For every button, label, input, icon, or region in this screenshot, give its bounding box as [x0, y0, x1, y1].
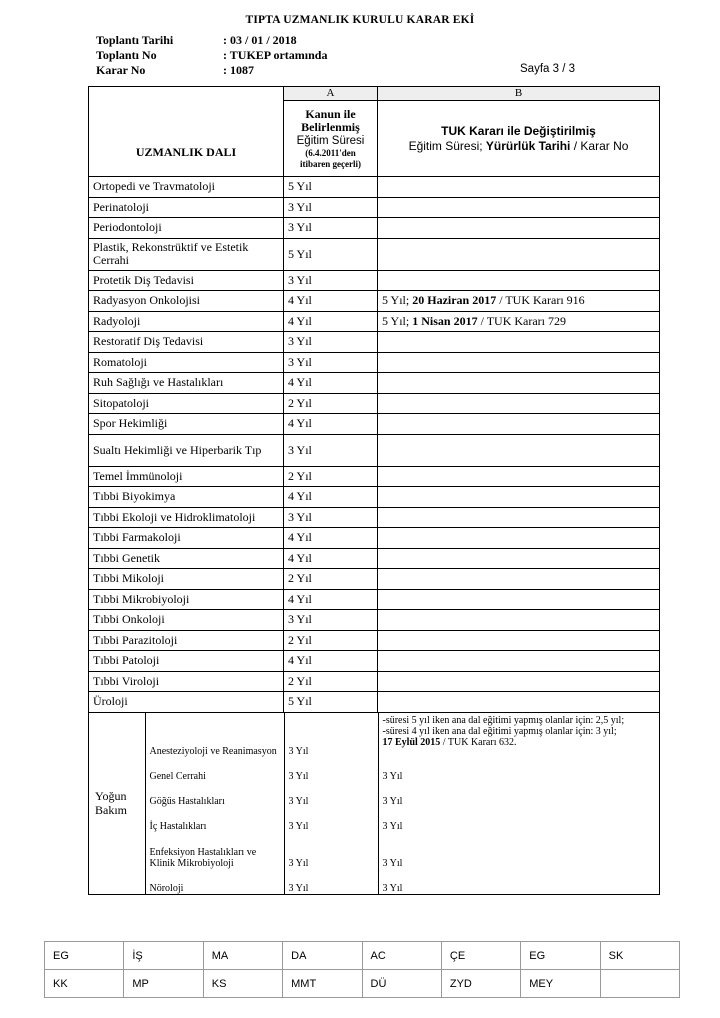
yogun-bakim-item [89, 807, 660, 832]
duration-a: 3 Yıl [284, 507, 378, 528]
header-a-line5: itibaren geçerli) [299, 158, 362, 169]
initials-cell: ÇE [441, 942, 520, 970]
table-row [89, 414, 660, 435]
document-title: TIPTA UZMANLIK KURULU KARAR EKİ [245, 14, 475, 26]
initials-cell: MA [203, 942, 282, 970]
sub-duration-a: 3 Yıl [284, 832, 378, 869]
duration-b [378, 373, 660, 394]
initials-cell: KS [203, 970, 282, 998]
table-row [89, 671, 660, 692]
decision-no: / TUK Kararı 729 [477, 313, 567, 328]
header-a-line3: Eğitim Süresi [296, 134, 365, 147]
table-row [89, 487, 660, 508]
meta-value: : 1087 [223, 63, 254, 77]
duration-b [378, 352, 660, 373]
sub-duration-a: 3 Yıl [284, 713, 378, 757]
duration-a: 3 Yıl [284, 434, 378, 466]
duration-b [378, 332, 660, 353]
duration-b [378, 177, 660, 198]
meta-row [96, 63, 327, 78]
duration-a: 3 Yıl [284, 352, 378, 373]
initials-table [44, 941, 680, 998]
duration-a: 4 Yıl [284, 291, 378, 312]
specialty-name: Radyasyon Onkolojisi [89, 291, 284, 312]
sub-b-line3 [383, 737, 657, 748]
column-letter-b: B [378, 87, 660, 101]
meta-row [96, 48, 327, 63]
table-row [89, 393, 660, 414]
duration-b [378, 414, 660, 435]
specialty-name: Restoratif Diş Tedavisi [89, 332, 284, 353]
table-row [89, 548, 660, 569]
duration-b [378, 507, 660, 528]
specialty-name: Tıbbi Patoloji [89, 651, 284, 672]
specialty-name: Perinatoloji [89, 197, 284, 218]
meta-row [96, 33, 327, 48]
duration-a: 4 Yıl [284, 487, 378, 508]
specialty-name: Protetik Diş Tedavisi [89, 270, 284, 291]
header-b-line2-c: / Karar No [570, 138, 629, 153]
duration-b-value: 5 Yıl; [382, 313, 413, 328]
duration-b [378, 218, 660, 239]
specialty-name: Ruh Sağlığı ve Hastalıkları [89, 373, 284, 394]
specialty-name: Spor Hekimliği [89, 414, 284, 435]
sub-b-line2: -süresi 4 yıl iken ana dal eğitimi yapmış olanlar için: 3 yıl; [382, 725, 617, 737]
duration-b-value: 5 Yıl; [382, 293, 413, 308]
meta-value: : TUKEP ortamında [223, 48, 328, 62]
table-row [89, 291, 660, 312]
specialty-table [88, 86, 660, 895]
duration-a: 4 Yıl [284, 311, 378, 332]
specialty-name: Romatoloji [89, 352, 284, 373]
sub-duration-b: 3 Yıl [382, 820, 403, 832]
duration-a: 5 Yıl [284, 177, 378, 198]
effective-date: 17 Eylül 2015 [382, 736, 441, 748]
sub-duration-b: 3 Yıl [382, 857, 403, 869]
duration-a: 2 Yıl [284, 671, 378, 692]
duration-b [378, 466, 660, 487]
initials-cell: MP [124, 970, 203, 998]
specialty-name: Temel İmmünoloji [89, 466, 284, 487]
duration-b [378, 630, 660, 651]
table-row [89, 352, 660, 373]
yogun-bakim-item [89, 869, 660, 894]
duration-b [378, 671, 660, 692]
initials-cell: EG [521, 942, 600, 970]
table-row [89, 270, 660, 291]
header-col-b [378, 101, 660, 177]
duration-a: 3 Yıl [284, 270, 378, 291]
page-number: Sayfa 3 / 3 [520, 63, 575, 75]
specialty-name: Sitopatoloji [89, 393, 284, 414]
specialty-name: Tıbbi Biyokimya [89, 487, 284, 508]
initials-cell: SK [600, 942, 679, 970]
initials-cell: DA [283, 942, 362, 970]
effective-date: 20 Haziran 2017 [412, 293, 497, 308]
duration-a: 3 Yıl [284, 610, 378, 631]
initials-cell [600, 970, 679, 998]
specialty-name: Tıbbi Onkoloji [89, 610, 284, 631]
initials-row [45, 942, 680, 970]
initials-cell: KK [45, 970, 124, 998]
duration-a: 2 Yıl [284, 466, 378, 487]
specialty-name: Radyoloji [89, 311, 284, 332]
sub-duration-a: 3 Yıl [284, 807, 378, 832]
initials-row [45, 970, 680, 998]
table-row [89, 177, 660, 198]
duration-a: 4 Yıl [284, 548, 378, 569]
sub-duration-a: 3 Yıl [284, 782, 378, 807]
meta-label: Karar No [96, 63, 146, 77]
duration-a: 4 Yıl [284, 414, 378, 435]
table-row [89, 311, 660, 332]
sub-duration-a: 3 Yıl [284, 869, 378, 894]
sub-duration-b: 3 Yıl [382, 882, 403, 894]
sub-duration-a: 3 Yıl [284, 757, 378, 782]
duration-b [378, 692, 660, 713]
duration-b [378, 589, 660, 610]
duration-b [378, 393, 660, 414]
header-b-line2-a: Eğitim Süresi; [408, 138, 486, 153]
header-b-line2-b: Yürürlük Tarihi [485, 138, 571, 153]
sub-specialty-name: Göğüs Hastalıkları [145, 782, 284, 807]
duration-a: 5 Yıl [284, 692, 378, 713]
specialty-name: Tıbbi Farmakoloji [89, 528, 284, 549]
duration-b [378, 651, 660, 672]
table-row [89, 373, 660, 394]
yogun-bakim-item [89, 782, 660, 807]
duration-b [378, 569, 660, 590]
header-a-line1: Kanun ile [305, 106, 356, 121]
sub-duration-b: 3 Yıl [382, 795, 403, 807]
table-row [89, 610, 660, 631]
yogun-bakim-row [89, 712, 660, 894]
duration-b [378, 291, 660, 312]
meta-label: Toplantı No [96, 48, 157, 62]
sub-specialty-name: Enfeksiyon Hastalıkları ve Klinik Mikrobiyoloji [145, 832, 284, 869]
duration-b [378, 548, 660, 569]
specialty-name: Plastik, Rekonstrüktif ve Estetik Cerrahi [89, 238, 284, 270]
duration-a: 3 Yıl [284, 218, 378, 239]
yogun-bakim-label: Yoğun Bakım [89, 713, 145, 894]
meeting-meta [96, 33, 327, 78]
duration-a: 4 Yıl [284, 528, 378, 549]
table-row [89, 332, 660, 353]
initials-cell: ZYD [441, 970, 520, 998]
sub-specialty-name: Nöroloji [145, 869, 284, 894]
duration-a: 3 Yıl [284, 332, 378, 353]
table-row [89, 507, 660, 528]
specialty-name: Tıbbi Parazitoloji [89, 630, 284, 651]
table-row [89, 197, 660, 218]
duration-a: 4 Yıl [284, 589, 378, 610]
meta-value: : 03 / 01 / 2018 [223, 33, 297, 47]
initials-cell: İŞ [124, 942, 203, 970]
table-row [89, 569, 660, 590]
sub-specialty-name: İç Hastalıkları [145, 807, 284, 832]
duration-b [378, 610, 660, 631]
specialty-name: Tıbbi Genetik [89, 548, 284, 569]
duration-b [378, 270, 660, 291]
duration-a: 4 Yıl [284, 651, 378, 672]
sub-duration-b [378, 713, 660, 757]
duration-b [378, 197, 660, 218]
specialty-name: Sualtı Hekimliği ve Hiperbarik Tıp [89, 434, 284, 466]
meta-label: Toplantı Tarihi [96, 33, 174, 47]
decision-no: / TUK Kararı 916 [496, 293, 585, 308]
duration-b [378, 434, 660, 466]
specialty-name: Tıbbi Viroloji [89, 671, 284, 692]
duration-b [378, 311, 660, 332]
table-row [89, 466, 660, 487]
yogun-bakim-item [89, 713, 660, 757]
header-uzmanlik-dali: UZMANLIK DALI [89, 87, 284, 177]
specialty-name: Tıbbi Mikoloji [89, 569, 284, 590]
sub-duration-b: 3 Yıl [382, 770, 403, 782]
duration-a: 4 Yıl [284, 373, 378, 394]
yogun-bakim-block [89, 712, 660, 894]
header-col-a [284, 101, 378, 177]
duration-a: 5 Yıl [284, 238, 378, 270]
duration-a: 2 Yıl [284, 569, 378, 590]
sub-specialty-name: Genel Cerrahi [145, 757, 284, 782]
duration-b [378, 528, 660, 549]
initials-cell: DÜ [362, 970, 441, 998]
table-row [89, 651, 660, 672]
specialty-name: Üroloji [89, 692, 284, 713]
sub-specialty-name: Anesteziyoloji ve Reanimasyon [145, 713, 284, 757]
duration-b [378, 238, 660, 270]
table-row [89, 434, 660, 466]
duration-b [378, 487, 660, 508]
header-a-line2: Belirlenmiş [301, 119, 360, 134]
table-row [89, 218, 660, 239]
specialty-name: Periodontoloji [89, 218, 284, 239]
effective-date: 1 Nisan 2017 [412, 313, 478, 328]
column-letter-a: A [284, 87, 378, 101]
initials-cell: MEY [521, 970, 600, 998]
yogun-bakim-item [89, 757, 660, 782]
header-a-line4: (6.4.2011'den [305, 147, 356, 158]
specialty-name: Ortopedi ve Travmatoloji [89, 177, 284, 198]
initials-cell: EG [45, 942, 124, 970]
table-row [89, 528, 660, 549]
yogun-bakim-item [89, 832, 660, 869]
decision-no: / TUK Kararı 632. [440, 736, 517, 748]
duration-a: 3 Yıl [284, 197, 378, 218]
table-row [89, 238, 660, 270]
specialty-name: Tıbbi Mikrobiyoloji [89, 589, 284, 610]
sub-b-line1: -süresi 5 yıl iken ana dal eğitimi yapmış olanlar için: 2,5 yıl; [382, 714, 625, 726]
initials-cell: MMT [283, 970, 362, 998]
table-row [89, 630, 660, 651]
table-row [89, 692, 660, 713]
header-b-line1: TUK Kararı ile Değiştirilmiş [441, 123, 596, 138]
duration-a: 2 Yıl [284, 393, 378, 414]
table-row [89, 589, 660, 610]
specialty-name: Tıbbi Ekoloji ve Hidroklimatoloji [89, 507, 284, 528]
initials-cell: AC [362, 942, 441, 970]
duration-a: 2 Yıl [284, 630, 378, 651]
yogun-bakim-subtable [89, 713, 660, 894]
